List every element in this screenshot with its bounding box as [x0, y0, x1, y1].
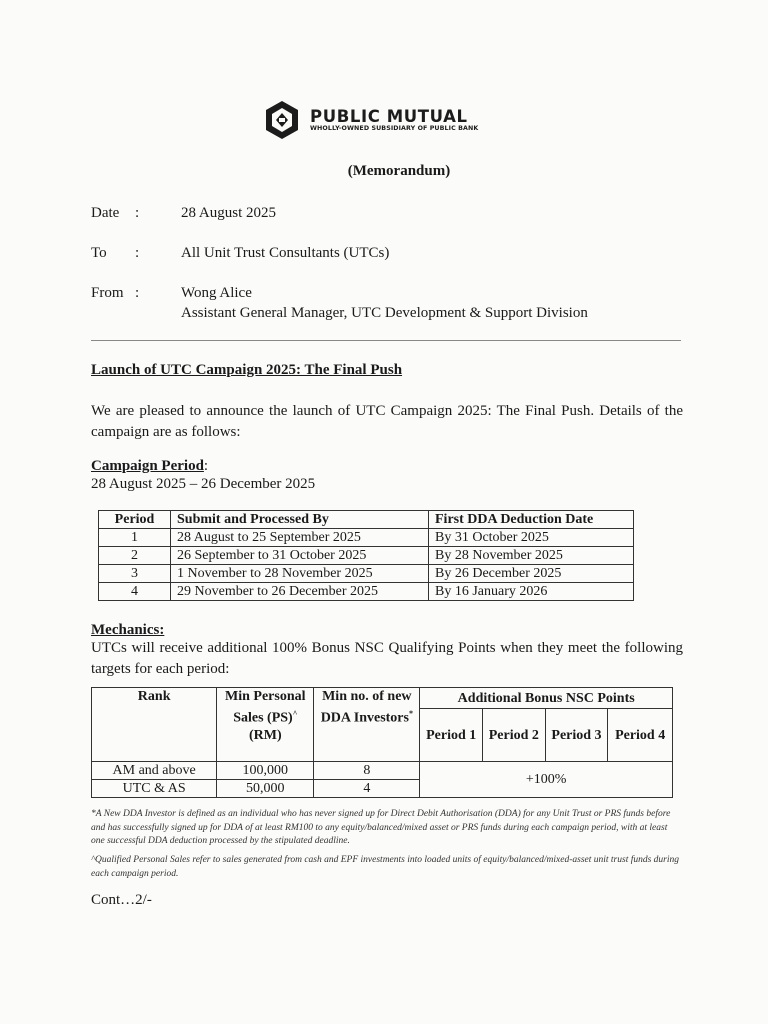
submit-cell: 29 November to 26 December 2025 — [171, 583, 429, 601]
period-cell: 4 — [99, 583, 171, 601]
min-ps-cell: 50,000 — [217, 780, 314, 798]
header-divider — [91, 340, 681, 341]
period-table — [98, 510, 634, 601]
min-dda-cell: 4 — [314, 780, 420, 798]
public-mutual-logo — [262, 100, 478, 140]
logo-name: PUBLIC MUTUAL — [310, 107, 468, 126]
dda-footnote: *A New DDA Investor is defined as an individual who has never signed up for Direct Debit Authorisation (DDA) for any Unit Trust or PRS funds before and has successfully signed up for DDA of at least RM100 to any equity/balanced/mixed asset or PRS funds during each campaign period, with at least one successful DDA deduction processed by the stipulated deadline. — [91, 809, 671, 846]
period-2-header: Period 2 — [483, 709, 546, 762]
from-colon: : — [135, 285, 140, 301]
period-table-header — [99, 511, 634, 529]
from-title: Assistant General Manager, UTC Development & Support Division — [181, 305, 588, 321]
mechanics-heading: Mechanics: — [91, 622, 165, 638]
submit-cell: 26 September to 31 October 2025 — [171, 547, 429, 565]
rank-header: Rank — [92, 688, 217, 762]
logo-subtitle: WHOLLY-OWNED SUBSIDIARY OF PUBLIC BANK — [310, 125, 479, 132]
table-row — [99, 583, 634, 601]
public-mutual-emblem-icon — [262, 100, 302, 140]
period-cell: 3 — [99, 565, 171, 583]
date-value: 28 August 2025 — [181, 205, 277, 221]
submit-cell: 28 August to 25 September 2025 — [171, 529, 429, 547]
rank-cell: AM and above — [92, 762, 217, 780]
ps-footnote: ^Qualified Personal Sales refer to sales generated from cash and EPF investments into loaded units of equity/balanced/mixed-asset unit trust funds during each campaign period. — [91, 855, 680, 879]
submit-col-header: Submit and Processed By — [171, 511, 429, 529]
campaign-period-colon: : — [203, 458, 209, 474]
min-dda-header: Min no. of new DDA Investors* — [314, 688, 420, 762]
table-row — [99, 547, 634, 565]
period-1-header: Period 1 — [420, 709, 483, 762]
memo-title: (Memorandum) — [347, 163, 451, 179]
campaign-period-heading: Campaign Period — [91, 458, 204, 474]
submit-cell: 1 November to 28 November 2025 — [171, 565, 429, 583]
period-cell: 1 — [99, 529, 171, 547]
targets-table — [91, 687, 673, 798]
intro-paragraph: We are pleased to announce the launch of UTC Campaign 2025: The Final Push. Details of the campaign are as follows: — [91, 403, 683, 440]
bonus-value-cell: +100% — [420, 762, 673, 798]
targets-header-row — [92, 688, 673, 709]
rank-cell: UTC & AS — [92, 780, 217, 798]
min-ps-cell: 100,000 — [217, 762, 314, 780]
table-row — [99, 529, 634, 547]
to-colon: : — [135, 245, 140, 261]
from-name: Wong Alice — [181, 285, 252, 301]
min-ps-header: Min Personal Sales (PS)^ (RM) — [217, 688, 314, 762]
campaign-period-range: 28 August 2025 – 26 December 2025 — [91, 476, 316, 492]
from-label: From — [91, 285, 124, 301]
memo-subject: Launch of UTC Campaign 2025: The Final Push — [91, 362, 403, 378]
continuation-mark: Cont…2/- — [91, 892, 152, 908]
period-3-header: Period 3 — [545, 709, 608, 762]
table-row — [92, 762, 673, 780]
deduction-cell: By 26 December 2025 — [429, 565, 634, 583]
bonus-header: Additional Bonus NSC Points — [420, 688, 673, 709]
period-cell: 2 — [99, 547, 171, 565]
deduction-cell: By 16 January 2026 — [429, 583, 634, 601]
period-4-header: Period 4 — [608, 709, 673, 762]
date-label: Date — [91, 205, 120, 221]
to-label: To — [91, 245, 107, 261]
deduction-col-header: First DDA Deduction Date — [429, 511, 634, 529]
mechanics-text: UTCs will receive additional 100% Bonus NSC Qualifying Points when they meet the following targets for each period: — [91, 640, 683, 677]
table-row — [99, 565, 634, 583]
period-col-header: Period — [99, 511, 171, 529]
min-dda-cell: 8 — [314, 762, 420, 780]
deduction-cell: By 28 November 2025 — [429, 547, 634, 565]
deduction-cell: By 31 October 2025 — [429, 529, 634, 547]
to-value: All Unit Trust Consultants (UTCs) — [181, 245, 390, 261]
date-colon: : — [135, 205, 140, 221]
campaign-period-heading-line — [91, 458, 208, 475]
